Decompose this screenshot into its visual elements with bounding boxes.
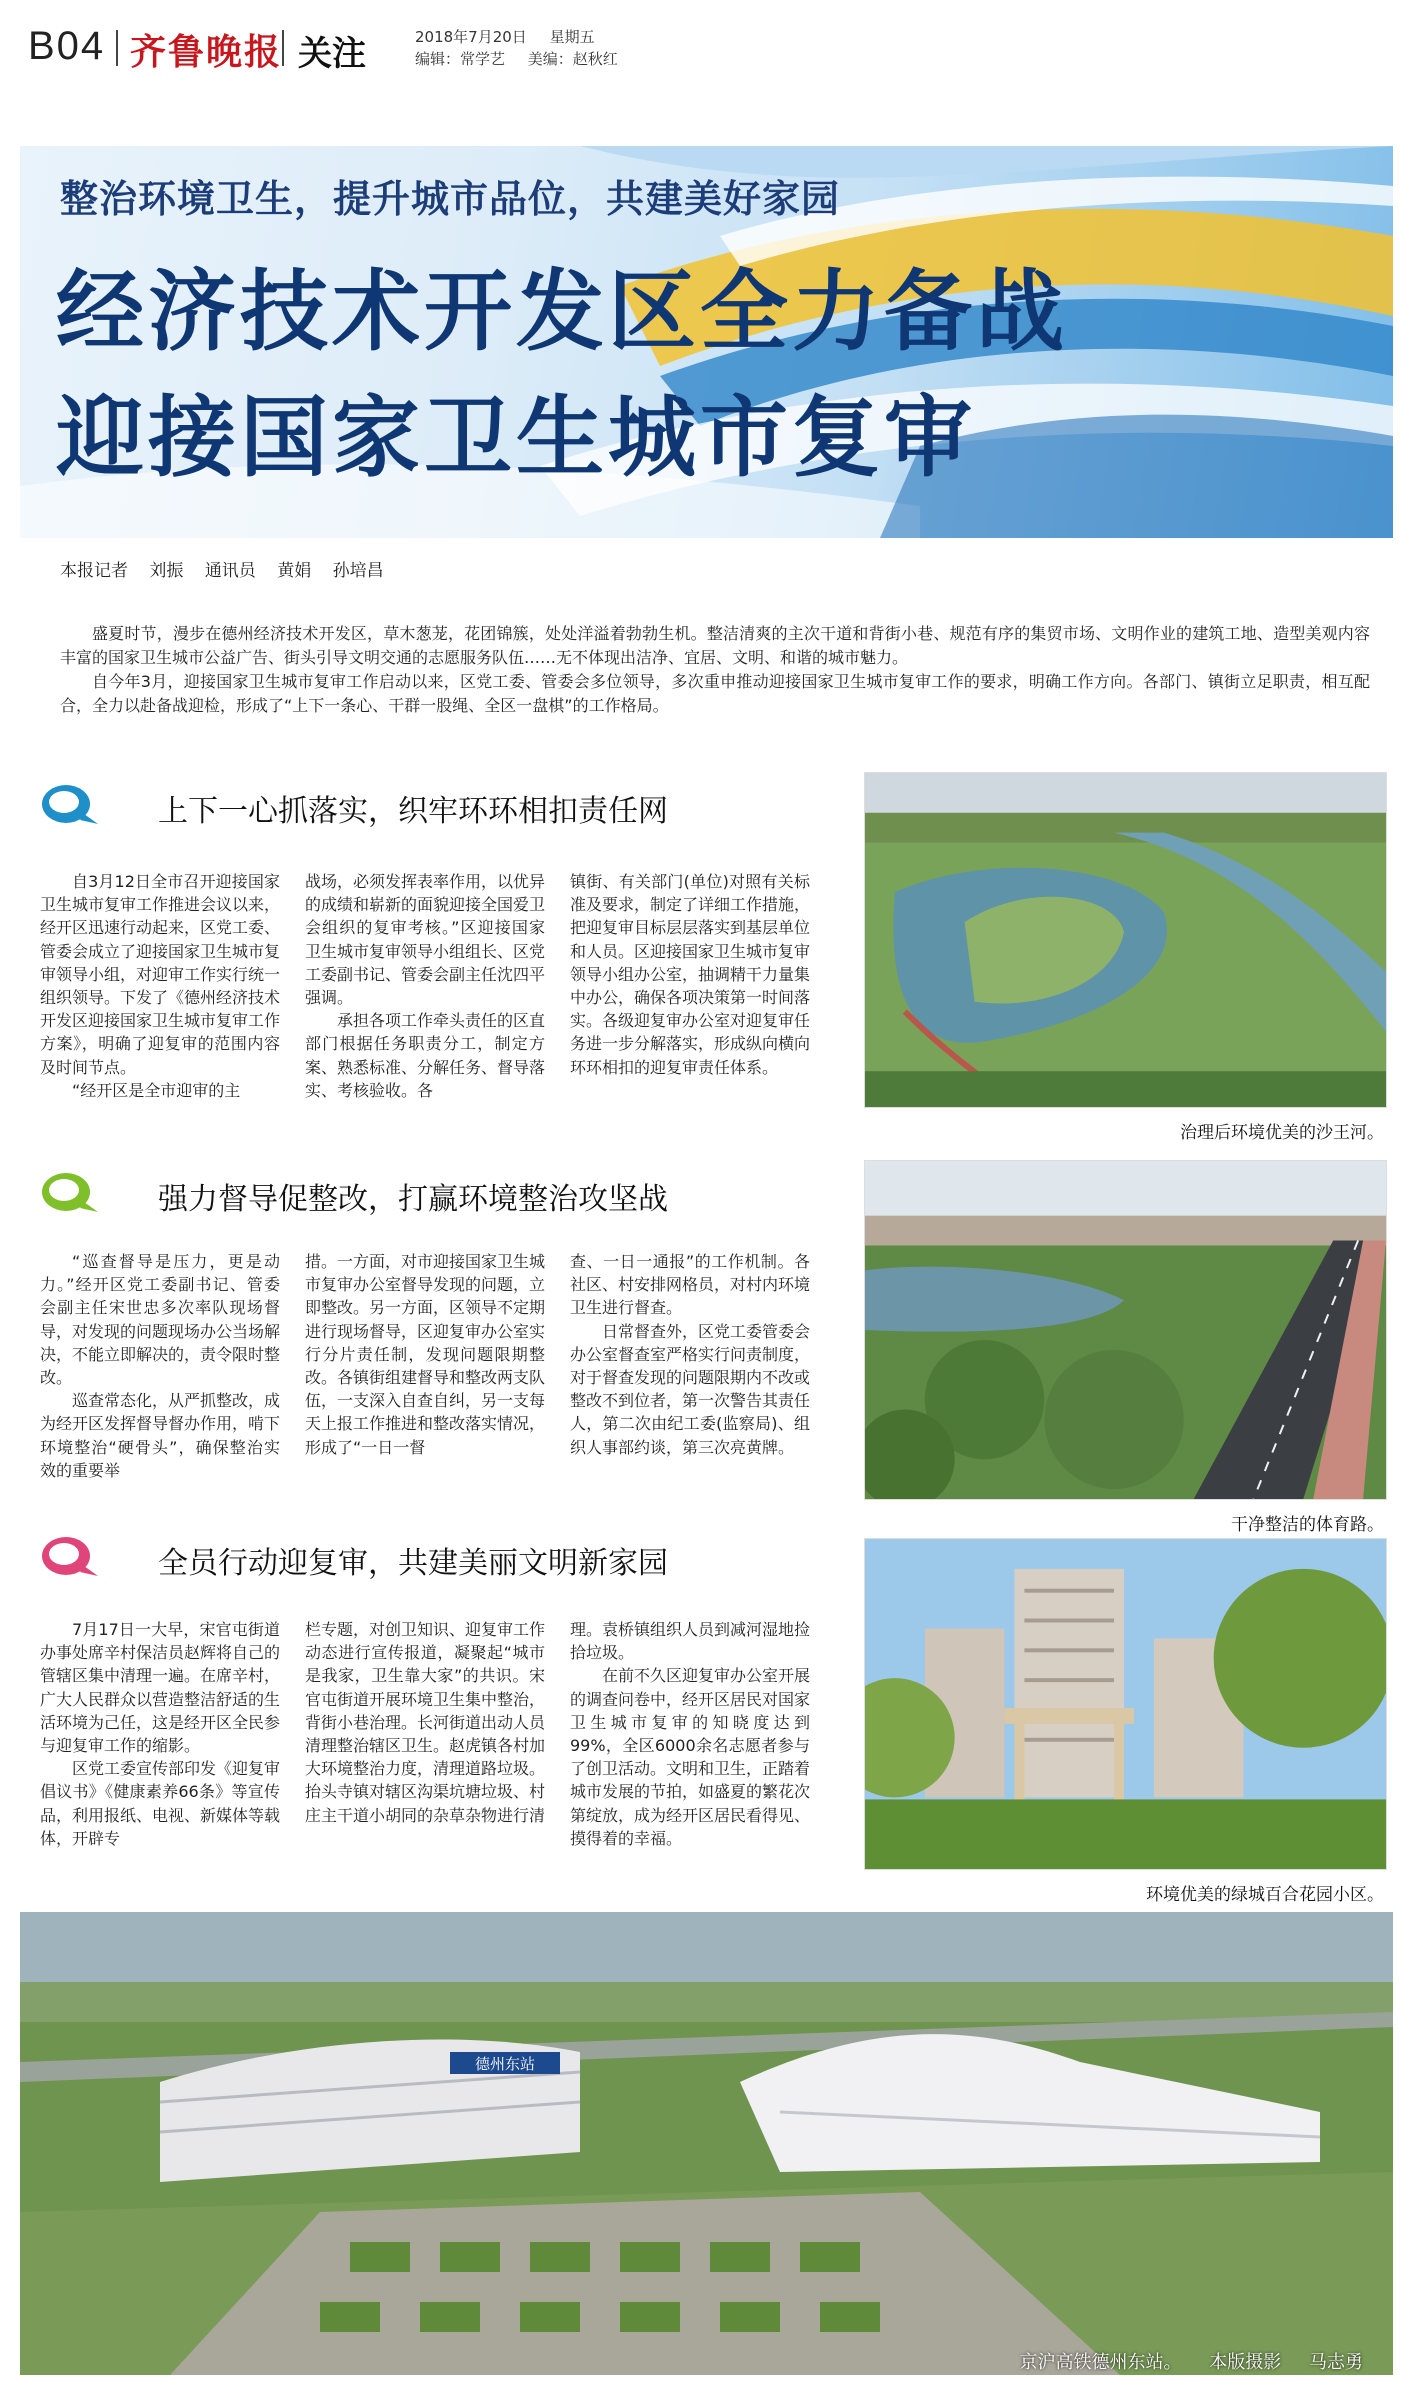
photo-residential (864, 1538, 1387, 1870)
body-paragraph: 巡查常态化，从严抓整改，成为经开区发挥督导督办作用，啃下环境整治“硬骨头”，确保整治实效的重要举 (40, 1391, 281, 1480)
station-aerial-graphic (20, 1912, 1393, 2375)
section-1-body (40, 870, 810, 1102)
header-divider (116, 30, 118, 66)
byline (60, 556, 400, 581)
body-paragraph: 理。袁桥镇组织人员到减河湿地捡拾垃圾。 (570, 1620, 811, 1663)
bottom-caption-text: 京沪高铁德州东站。 (1019, 2352, 1182, 2373)
body-paragraph: 镇街、有关部门(单位)对照有关标准及要求，制定了详细工作措施，把迎复审目标层层落实到基层单位和人员。区迎接国家卫生城市复审领导小组办公室，抽调精干力量集中办公，确保各项决策第一时间落实。各级迎复审办公室对迎复审任务进一步分解落实，形成纵向横向环环相扣的迎复审责任体系。 (570, 872, 811, 1077)
body-paragraph: 措。一方面，对市迎接国家卫生城市复审办公室督导发现的问题，立即整改。另一方面，区领导不定期进行现场督导，区迎复审办公室实行分片责任制，发现问题限期整改。各镇街组建督导和整改两支队伍，一支深入自查自纠，另一支每天上报工作推进和整改落实情况，形成了“一日一督 (305, 1252, 546, 1457)
body-paragraph: 查、一日一通报”的工作机制。各社区、村安排网格员，对村内环境卫生进行督查。 (570, 1252, 811, 1318)
section-header-2 (40, 1166, 840, 1226)
section-2-body (40, 1250, 810, 1482)
text-column (570, 1250, 810, 1482)
station-sign: 德州东站 (474, 2055, 536, 2073)
section-title: 上下一心抓落实，织牢环环相扣责任网 (158, 794, 668, 829)
lead-paragraphs (60, 622, 1370, 718)
text-column (40, 1618, 280, 1850)
body-paragraph: 栏专题，对创卫知识、迎复审工作动态进行宣传报道，凝聚起“城市是我家，卫生靠大家”的共识。宋官屯街道开展环境卫生集中整治，背街小巷治理。长河街道出动人员清理整治辖区卫生。赵虎镇各村加大环境整治力度，清理道路垃圾。抬头寺镇对辖区沟渠坑塘垃圾、村庄主干道小胡同的杂草杂物进行清 (305, 1620, 546, 1825)
byline-part: 孙培昌 (332, 561, 384, 581)
photo-railway-station (20, 1912, 1393, 2375)
photo-credit-label: 本版摄影 (1209, 2352, 1282, 2373)
photographer-name: 马志勇 (1309, 2352, 1363, 2373)
header-divider (282, 30, 284, 66)
search-bubble-icon (40, 782, 100, 826)
text-column (305, 1250, 545, 1482)
body-paragraph: 7月17日一大早，宋官屯街道办事处席辛村保洁员赵辉将自己的管辖区集中清理一遍。在席辛村，广大人民群众以营造整洁舒适的生活环境为己任，这是经开区全民参与迎复审工作的缩影。 (40, 1620, 281, 1756)
page-number: B04 (28, 24, 106, 68)
section-3-body (40, 1618, 810, 1850)
text-column (40, 870, 280, 1102)
byline-part: 通讯员 (204, 561, 256, 581)
lead-paragraph: 盛夏时节，漫步在德州经济技术开发区，草木葱茏，花团锦簇，处处洋溢着勃勃生机。整洁清爽的主次干道和背街小巷、规范有序的集贸市场、文明作业的建筑工地、造型美观内容丰富的国家卫生城市公益广告、街头引导文明交通的志愿服务队伍……无不体现出洁净、宜居、文明、和谐的城市魅力。 (60, 624, 1370, 667)
text-column (305, 1618, 545, 1850)
section-name: 关注 (298, 34, 366, 74)
search-bubble-icon (40, 1534, 100, 1578)
photo-river (864, 772, 1387, 1108)
editor-credit: 编辑：常学艺 (415, 50, 506, 68)
page-header (20, 18, 1393, 78)
body-paragraph: 日常督查外，区党工委管委会办公室督查室严格实行问责制度，对于督查发现的问题限期内不改或整改不到位者，第一次警告其责任人，第二次由纪工委(监察局)、组织人事部约谈，第三次亮黄牌。 (570, 1321, 811, 1457)
photo-road (864, 1160, 1387, 1500)
text-column (570, 870, 810, 1102)
designer-credit: 美编：赵秋红 (527, 50, 618, 68)
headline-line-1: 经济技术开发区全力备战 (56, 260, 1069, 363)
body-paragraph: 自3月12日全市召开迎接国家卫生城市复审工作推进会议以来，经开区迅速行动起来，区党工委、管委会成立了迎接国家卫生城市复审领导小组，对迎审工作实行统一组织领导。下发了《德州经济技术开发区迎接国家卫生城市复审工作方案》，明确了迎复审的范围内容及时间节点。 (40, 872, 281, 1077)
section-header-1 (40, 778, 840, 838)
body-paragraph: “巡查督导是压力，更是动力。”经开区党工委副书记、管委会副主任宋世忠多次率队现场督导，对发现的问题现场办公当场解决，不能立即解决的，责令限时整改。 (40, 1252, 281, 1388)
photo-caption: 环境优美的绿城百合花园小区。 (1146, 1885, 1384, 1905)
newspaper-masthead: 齐鲁晚报 (130, 31, 283, 73)
byline-part: 刘振 (149, 561, 184, 581)
issue-date: 2018年7月20日 (415, 28, 527, 46)
search-bubble-icon (40, 1170, 100, 1214)
text-column (305, 870, 545, 1102)
headline-line-2: 迎接国家卫生城市复审 (56, 386, 977, 489)
headline-banner (20, 146, 1393, 538)
lead-paragraph: 自今年3月，迎接国家卫生城市复审工作启动以来，区党工委、管委会多位领导，多次重申推动迎接国家卫生城市复审工作的要求，明确工作方向。各部门、镇街立足职责，相互配合，全力以赴备战迎检，形成了“上下一条心、干群一股绳、全区一盘棋”的工作格局。 (60, 672, 1370, 715)
banner-slogan: 整治环境卫生，提升城市品位，共建美好家园 (60, 177, 841, 221)
text-column (40, 1250, 280, 1482)
photo-caption: 治理后环境优美的沙王河。 (1180, 1123, 1384, 1143)
text-column (570, 1618, 810, 1850)
body-paragraph: “经开区是全市迎审的主 (72, 1080, 241, 1100)
byline-part: 本报记者 (60, 561, 128, 581)
issue-weekday: 星期五 (549, 28, 595, 46)
section-header-3 (40, 1530, 840, 1590)
body-paragraph: 承担各项工作牵头责任的区直部门根据任务职责分工，制定方案、熟悉标准、分解任务、督导落实、考核验收。各 (305, 1011, 546, 1100)
bottom-photo-caption (998, 2348, 1363, 2374)
header-meta (415, 26, 636, 70)
photo-caption: 干净整洁的体育路。 (1231, 1515, 1384, 1535)
section-title: 强力督导促整改，打赢环境整治攻坚战 (158, 1182, 668, 1217)
body-paragraph: 在前不久区迎复审办公室开展的调查问卷中，经开区居民对国家卫生城市复审的知晓度达到99%，全区6000余名志愿者参与了创卫活动。文明和卫生，正踏着城市发展的节拍，如盛夏的繁花次第绽放，成为经开区居民看得见、摸得着的幸福。 (570, 1666, 811, 1848)
byline-part: 黄娟 (277, 561, 312, 581)
section-title: 全员行动迎复审，共建美丽文明新家园 (158, 1546, 668, 1581)
body-paragraph: 区党工委宣传部印发《迎复审倡议书》《健康素养66条》等宣传品，利用报纸、电视、新媒体等载体，开辟专 (40, 1759, 281, 1848)
body-paragraph: 战场，必须发挥表率作用，以优异的成绩和崭新的面貌迎接全国爱卫会组织的复审考核。”区迎接国家卫生城市复审领导小组组长、区党工委副书记、管委会副主任沈四平强调。 (305, 872, 546, 1008)
